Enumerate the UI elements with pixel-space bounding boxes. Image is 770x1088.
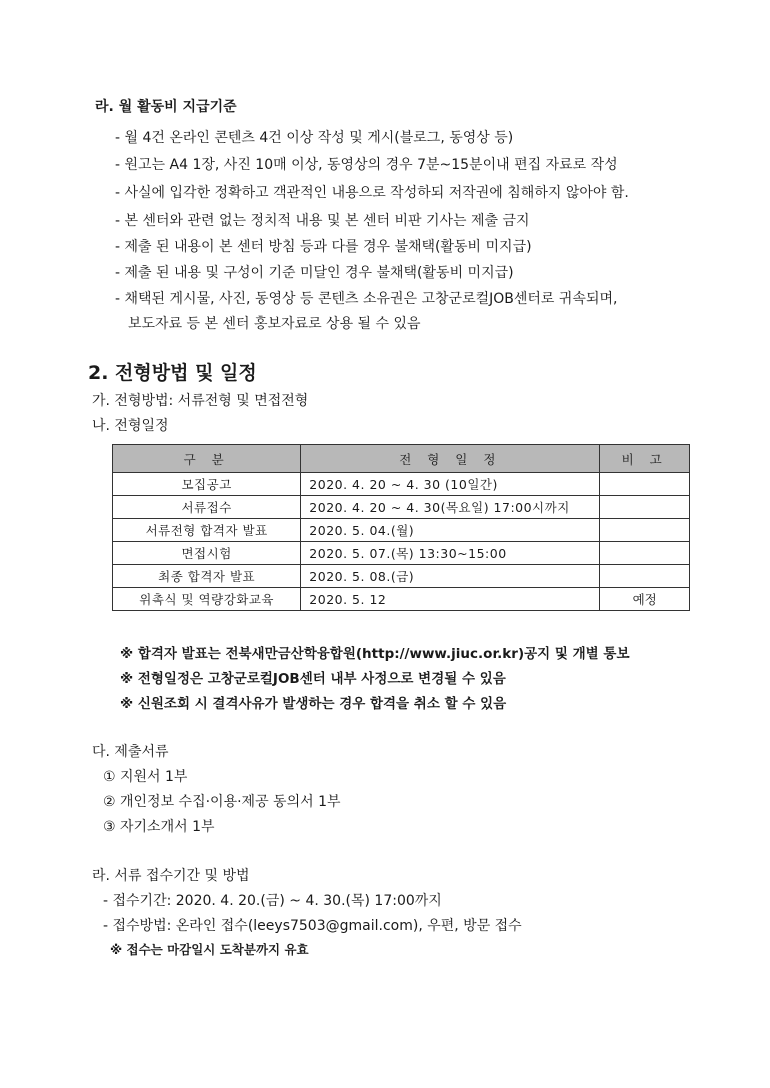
table-cell <box>600 519 690 542</box>
schedule-label: 나. 전형일정 <box>92 418 169 434</box>
table-row <box>113 496 690 519</box>
list-item: - 채택된 게시물, 사진, 동영상 등 콘텐츠 소유권은 고창군로컬JOB센터로 귀속되며, <box>115 291 618 307</box>
table-cell: 예정 <box>600 588 690 611</box>
schedule-table <box>112 444 690 611</box>
table-cell: 위촉식 및 역량강화교육 <box>113 588 301 611</box>
table-cell: 서류전형 합격자 발표 <box>113 519 301 542</box>
list-item: - 접수기간: 2020. 4. 20.(금) ~ 4. 30.(목) 17:00까지 <box>103 893 442 909</box>
document-item: ② 개인정보 수집·이용·제공 동의서 1부 <box>103 794 341 810</box>
list-item: - 제출 된 내용 및 구성이 기준 미달인 경우 불채택(활동비 미지급) <box>115 265 514 281</box>
table-cell: 2020. 5. 12 <box>301 588 600 611</box>
list-item: - 접수방법: 온라인 접수(leeys7503@gmail.com), 우편, 방문 접수 <box>103 918 522 934</box>
document-item: ③ 자기소개서 1부 <box>103 819 215 835</box>
table-cell: 2020. 5. 04.(월) <box>301 519 600 542</box>
list-item-continuation: 보도자료 등 본 센터 홍보자료로 상용 될 수 있음 <box>128 316 421 332</box>
table-cell <box>600 542 690 565</box>
note-background-check: ※ 신원조회 시 결격사유가 발생하는 경우 합격을 취소 할 수 있음 <box>120 696 507 712</box>
note-announcement: ※ 합격자 발표는 전북새만금산학융합원(http://www.jiuc.or.kr)공지 및 개별 통보 <box>120 646 630 662</box>
table-row <box>113 519 690 542</box>
table-cell <box>600 565 690 588</box>
table-row <box>113 542 690 565</box>
table-cell: 2020. 5. 07.(목) 13:30~15:00 <box>301 542 600 565</box>
list-item: - 원고는 A4 1장, 사진 10매 이상, 동영상의 경우 7분~15분이내 편집 자료로 작성 <box>115 157 618 173</box>
table-cell <box>600 473 690 496</box>
table-row <box>113 473 690 496</box>
table-row <box>113 588 690 611</box>
table-cell <box>600 496 690 519</box>
section-2-title: 2. 전형방법 및 일정 <box>88 362 257 384</box>
list-item: - 월 4건 온라인 콘텐츠 4건 이상 작성 및 게시(블로그, 동영상 등) <box>115 130 514 146</box>
table-cell: 서류접수 <box>113 496 301 519</box>
header-remarks: 비 고 <box>600 445 690 473</box>
header-schedule: 전 형 일 정 <box>301 445 600 473</box>
section-da-heading: 다. 제출서류 <box>92 744 169 760</box>
table-row <box>113 565 690 588</box>
table-header-row <box>113 445 690 473</box>
method-label: 가. 전형방법: 서류전형 및 면접전형 <box>92 393 309 409</box>
header-category: 구 분 <box>113 445 301 473</box>
list-item: - 본 센터와 관련 없는 정치적 내용 및 본 센터 비판 기사는 제출 금지 <box>115 213 530 229</box>
table-cell: 2020. 4. 20 ~ 4. 30(목요일) 17:00시까지 <box>301 496 600 519</box>
note-deadline: ※ 접수는 마감일시 도착분까지 유효 <box>110 942 309 957</box>
document-item: ① 지원서 1부 <box>103 769 188 785</box>
list-item: - 제출 된 내용이 본 센터 방침 등과 다를 경우 불채택(활동비 미지급) <box>115 239 532 255</box>
table-cell: 면접시험 <box>113 542 301 565</box>
table-cell: 모집공고 <box>113 473 301 496</box>
table-cell: 최종 합격자 발표 <box>113 565 301 588</box>
note-schedule-change: ※ 전형일정은 고창군로컬JOB센터 내부 사정으로 변경될 수 있음 <box>120 671 506 687</box>
section-ra2-heading: 라. 서류 접수기간 및 방법 <box>92 868 250 884</box>
table-cell: 2020. 4. 20 ~ 4. 30 (10일간) <box>301 473 600 496</box>
list-item: - 사실에 입각한 정확하고 객관적인 내용으로 작성하되 저작권에 침해하지 않아야 함. <box>115 185 629 201</box>
section-ra-heading: 라. 월 활동비 지급기준 <box>95 99 237 115</box>
table-cell: 2020. 5. 08.(금) <box>301 565 600 588</box>
